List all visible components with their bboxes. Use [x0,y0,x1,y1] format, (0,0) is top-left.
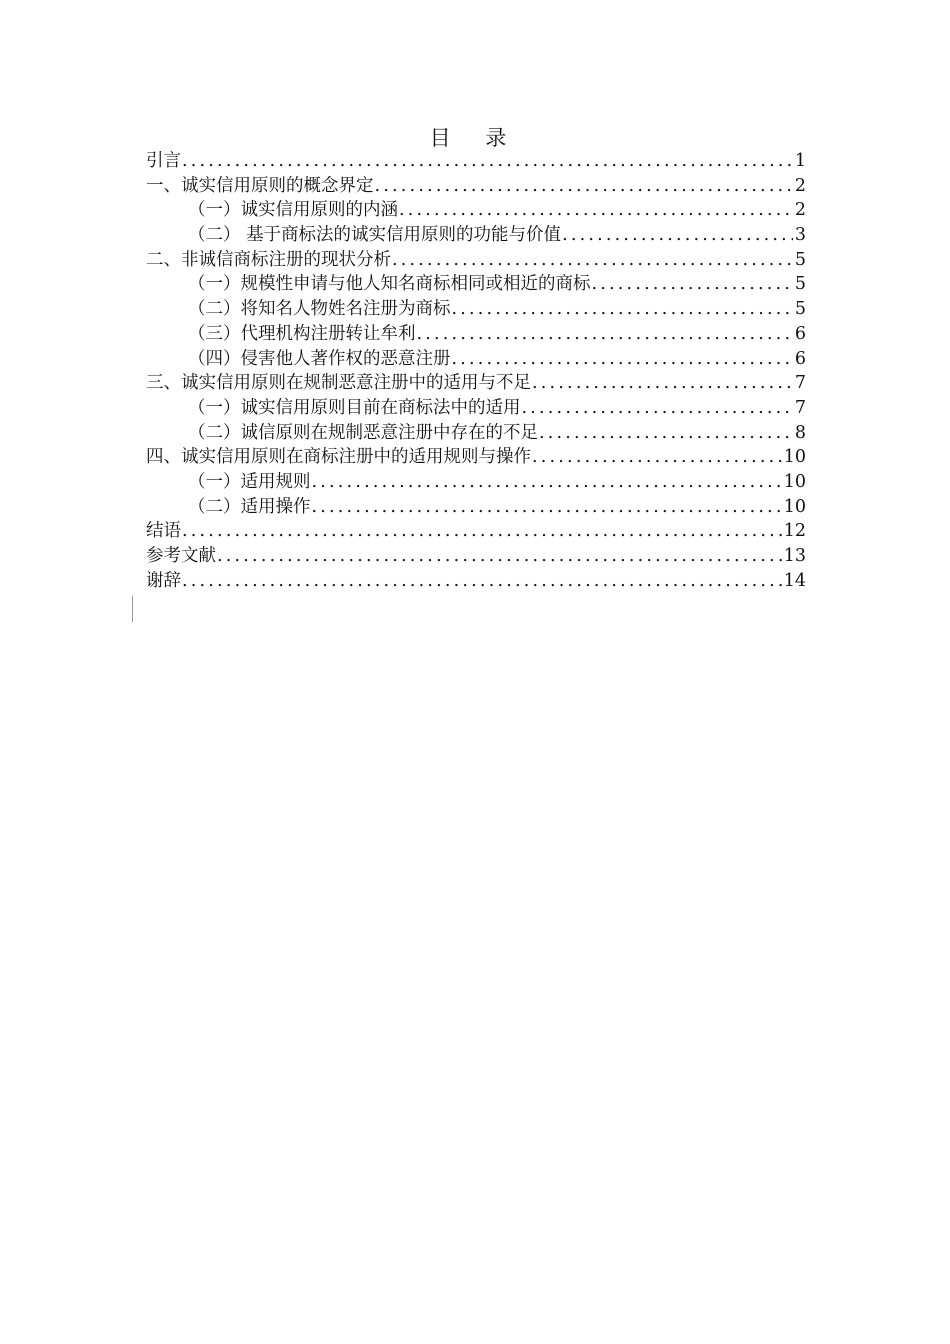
toc-entry[interactable] [146,223,806,248]
toc-entry[interactable] [146,495,806,520]
toc-page-number: 2 [794,175,806,196]
toc-leader-dots [532,371,793,396]
toc-entry-label: （一）适用规则 [188,471,311,492]
toc-page-number: 13 [783,546,806,566]
toc-entry[interactable] [146,396,806,421]
toc-entry[interactable] [146,297,806,322]
toc-entry[interactable] [146,248,806,273]
toc-entry[interactable] [146,421,806,446]
toc-entry[interactable] [146,569,806,594]
toc-entry[interactable] [146,445,806,470]
toc-leader-dots [312,470,782,495]
toc-entry-label: 一、诚实信用原则的概念界定 [146,175,374,196]
toc-entry-label: （二）诚信原则在规制恶意注册中存在的不足 [188,422,538,443]
toc-page-number: 8 [794,422,806,443]
toc-entry-label: （一）诚实信用原则的内涵 [188,200,398,221]
text-cursor [132,596,133,622]
toc-page-number: 12 [783,521,806,542]
toc-entry-label: （四）侵害他人著作权的恶意注册 [188,348,451,369]
toc-leader-dots [417,322,793,347]
toc-entry[interactable] [146,371,806,396]
toc-page-number: 6 [794,348,806,369]
toc-entry-label: （三）代理机构注册转让牟利 [188,323,416,344]
toc-leader-dots [532,445,782,470]
toc-leader-dots [312,495,782,520]
toc-entry[interactable] [146,322,806,347]
toc-entry-label: 谢辞 [146,570,181,591]
toc-leader-dots [217,544,782,569]
toc-entry[interactable] [146,149,806,174]
toc-leader-dots [522,396,793,421]
toc-page-number: 10 [783,447,806,468]
toc-leader-dots [452,347,793,372]
toc-leader-dots [539,421,793,446]
table-of-contents [146,149,806,593]
toc-entry-label: 结语 [146,521,181,542]
toc-leader-dots [562,223,793,248]
toc-entry-label: 二、非诚信商标注册的现状分析 [146,249,391,270]
toc-page-number: 10 [783,471,806,492]
toc-page-number: 6 [794,323,806,344]
toc-entry-label: （二）适用操作 [188,496,311,517]
toc-leader-dots [392,248,793,273]
toc-leader-dots [182,519,782,544]
toc-entry-label: （一）规模性申请与他人知名商标相同或相近的商标 [188,274,591,295]
toc-entry-label: 引言 [146,151,181,171]
toc-leader-dots [452,297,793,322]
toc-entry[interactable] [146,470,806,495]
toc-page-number: 5 [794,249,806,270]
toc-leader-dots [592,272,793,297]
toc-page-number: 7 [794,397,806,418]
toc-page-number: 7 [794,373,806,394]
toc-page-number: 10 [783,496,806,517]
toc-entry[interactable] [146,519,806,544]
toc-entry[interactable] [146,544,806,569]
toc-title: 目 录 [429,126,521,150]
toc-entry[interactable] [146,272,806,297]
toc-entry-label: 三、诚实信用原则在规制恶意注册中的适用与不足 [146,373,531,394]
toc-page-number: 3 [794,225,806,246]
toc-entry-label: （二）将知名人物姓名注册为商标 [188,299,451,320]
toc-page-number: 5 [794,274,806,295]
toc-page-number: 14 [783,570,806,591]
toc-entry-label: （一）诚实信用原则目前在商标法中的适用 [188,397,521,418]
toc-page-number: 5 [794,299,806,320]
toc-entry-label: 参考文献 [146,546,216,566]
toc-leader-dots [182,149,793,174]
toc-entry[interactable] [146,347,806,372]
toc-leader-dots [375,174,793,199]
toc-entry-label: 四、诚实信用原则在商标注册中的适用规则与操作 [146,447,531,468]
toc-page-number: 1 [794,151,806,171]
toc-leader-dots [399,198,793,223]
toc-entry[interactable] [146,174,806,199]
toc-page-number: 2 [794,200,806,221]
toc-entry[interactable] [146,198,806,223]
toc-leader-dots [182,569,782,594]
toc-entry-label: （二） 基于商标法的诚实信用原则的功能与价值 [188,225,562,246]
